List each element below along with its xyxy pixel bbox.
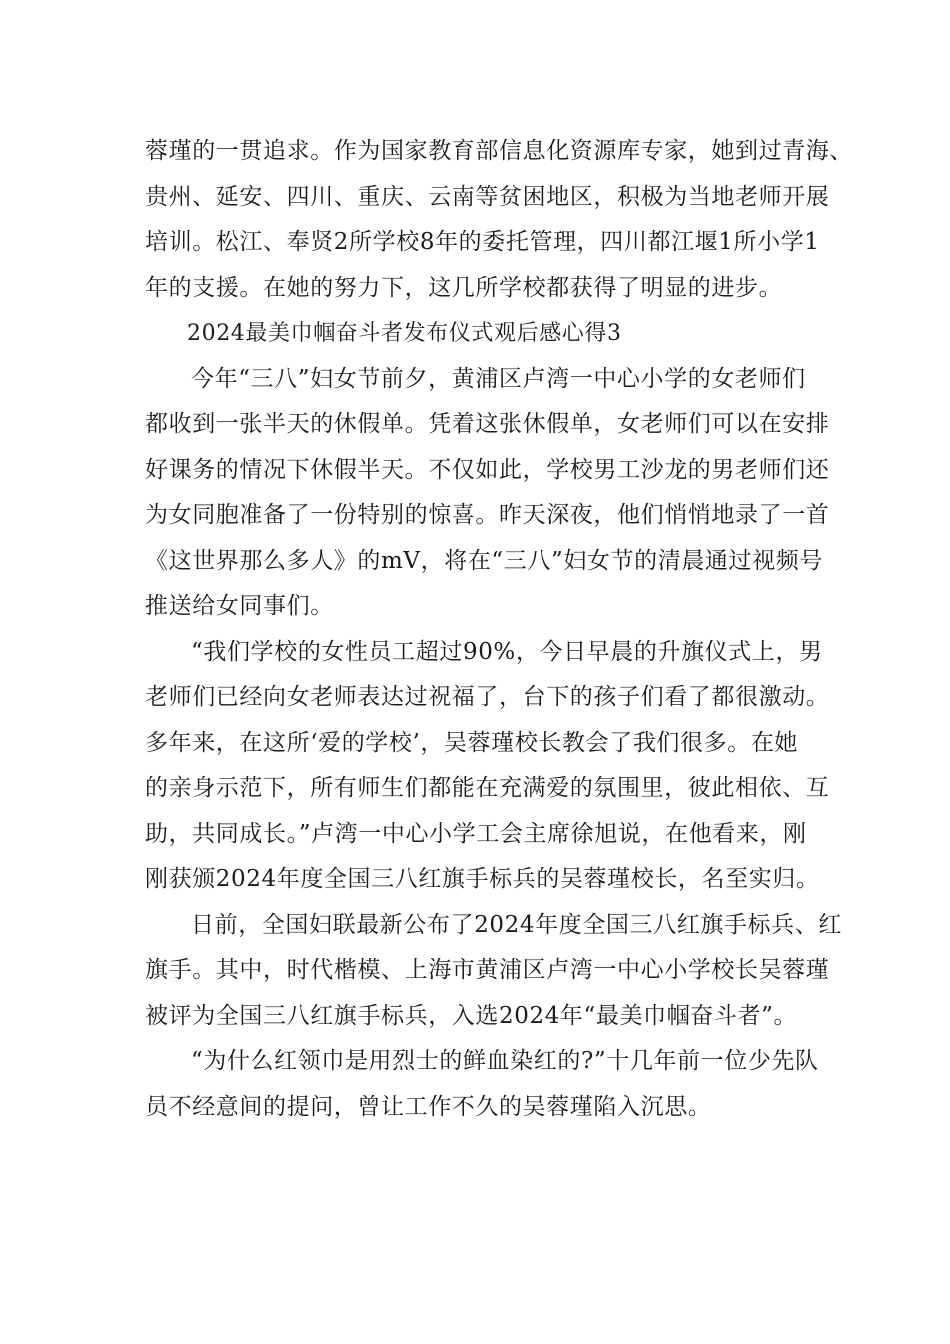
text-line: 为女同胞准备了一份特别的惊喜。昨天深夜，他们悄悄地录了一首 xyxy=(145,502,830,528)
text-line: 旗手。其中，时代楷模、上海市黄浦区卢湾一中心小学校长吴蓉瑾 xyxy=(145,957,830,983)
document-body xyxy=(145,129,853,1130)
text-line: 都收到一张半天的休假单。凭着这张休假单，女老师们可以在安排 xyxy=(145,411,830,437)
text-line: 今年“三八”妇女节前夕，黄浦区卢湾一中心小学的女老师们 xyxy=(191,365,806,392)
paragraph-4 xyxy=(145,1039,819,1130)
text-line: 员不经意间的提问，曾让工作不久的吴蓉瑾陷入沉思。 xyxy=(145,1093,712,1120)
text-line: 多年来，在这所‘爱的学校’，吴蓉瑾校长教会了我们很多。在她 xyxy=(145,729,799,756)
text-line: 老师们已经向女老师表达过祝福了，台下的孩子们看了都很激动。 xyxy=(145,684,830,710)
text-line: 助，共同成长。”卢湾一中心小学工会主席徐旭说，在他看来，刚 xyxy=(145,820,807,847)
paragraph-1 xyxy=(145,357,830,630)
text-line: 推送给女同事们。 xyxy=(145,593,334,619)
text-line: 贵州、延安、四川、重庆、云南等贫困地区，积极为当地老师开展 xyxy=(145,183,830,210)
text-line: 刚获颁2024年度全国三八红旗手标兵的吴蓉瑾校长，名至实归。 xyxy=(145,866,820,892)
text-line: 《这世界那么多人》的mV，将在“三八”妇女节的清晨通过视频号 xyxy=(145,547,823,574)
text-line: 蓉瑾的一贯追求。作为国家教育部信息化资源库专家，她到过青海、 xyxy=(145,138,853,164)
text-line: 年的支援。在她的努力下，这几所学校都获得了明显的进步。 xyxy=(145,274,783,301)
section-heading: 2024最美巾帼奋斗者发布仪式观后感心得3 xyxy=(187,321,622,346)
text-line: 日前，全国妇联最新公布了2024年度全国三八红旗手标兵、红 xyxy=(191,911,842,938)
text-line: 好课务的情况下休假半天。不仅如此，学校男工沙龙的男老师们还 xyxy=(145,456,830,483)
text-line: “我们学校的女性员工超过90%，今日早晨的升旗仪式上，男 xyxy=(191,638,823,665)
text-line: 的亲身示范下，所有师生们都能在充满爱的氛围里，彼此相依、互 xyxy=(145,775,830,801)
paragraph-3 xyxy=(145,903,842,1040)
paragraph-0 xyxy=(145,129,853,311)
text-line: 被评为全国三八红旗手标兵，入选2024年“最美巾帼奋斗者”。 xyxy=(145,1002,798,1029)
text-line: 培训。松江、奉贤2所学校8年的委托管理，四川都江堰1所小学1 xyxy=(145,229,820,255)
paragraph-2 xyxy=(145,630,830,903)
text-line: “为什么红领巾是用烈士的鲜血染红的?”十几年前一位少先队 xyxy=(191,1048,819,1074)
